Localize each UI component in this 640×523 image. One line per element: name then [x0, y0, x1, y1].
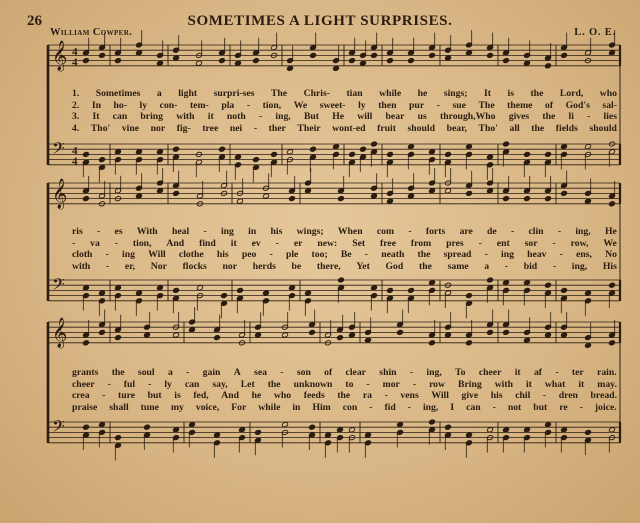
svg-text:𝄢: 𝄢	[52, 274, 65, 298]
lyric-line: ris - es With heal - ing in his wings; When com - forts are de - clin - ing, He	[72, 226, 617, 237]
lyric-line: cloth - ing Will clothe his peo - ple too; Be - neath the spread - ing heav - ens, No	[72, 249, 617, 261]
svg-text:𝄞: 𝄞	[52, 41, 68, 71]
lyric-line: - va - tion, And find it ev - er new: Set free from pres - ent sor - row, We	[72, 237, 617, 249]
lyric-line: 1. Sometimes a light surpri-ses The Chris- tian while he sings; It is the Lord, who	[72, 88, 617, 99]
lyric-line: crea - ture but is fed, And he who feeds the ra - vens Will give his chil - dren bread.	[72, 390, 617, 402]
svg-text:𝄢: 𝄢	[52, 138, 65, 162]
lyrics-system-1	[72, 88, 617, 134]
hymn-title: SOMETIMES A LIGHT SURPRISES.	[187, 13, 453, 29]
svg-text:4: 4	[72, 56, 78, 69]
svg-text:4: 4	[72, 145, 78, 157]
svg-text:𝄢: 𝄢	[52, 416, 65, 440]
lyric-line: 4. Tho' vine nor fig- tree nei - ther Their wont-ed fruit should bear, Tho' all the fields should	[72, 122, 617, 134]
lyric-line: cheer - ful - ly can say, Let the unknown to - mor - row Bring with it what it may.	[72, 378, 617, 390]
lyric-line: praise shall tune my voice, For while in Him con - fid - ing, I can - not but re - joice.	[72, 401, 617, 413]
svg-text:4: 4	[72, 155, 78, 168]
lyric-line: grants the soul a - gain A sea - son of clear shin - ing, To cheer it af - ter rain.	[72, 367, 617, 378]
author-credit: William Cowper.	[50, 27, 133, 38]
lyric-line: with - er, Nor flocks nor herds be there, Yet God the same a - bid - ing, His	[72, 260, 617, 272]
svg-text:4: 4	[72, 46, 78, 58]
lyrics-system-3	[72, 367, 617, 413]
lyric-line: 2. In ho- ly con- tem- pla - tion, We sweet- ly then pur - sue The theme of God's sal-	[72, 99, 617, 111]
lyrics-system-2	[72, 226, 617, 272]
page-number: 26	[27, 13, 42, 29]
svg-text:𝄞: 𝄞	[52, 318, 68, 348]
composer-initials: L. O. E.	[574, 27, 616, 38]
lyric-line: 3. It can bring with it noth - ing, But He will bear us through,Who gives the li - lies	[72, 111, 617, 123]
svg-text:𝄞: 𝄞	[52, 179, 68, 209]
